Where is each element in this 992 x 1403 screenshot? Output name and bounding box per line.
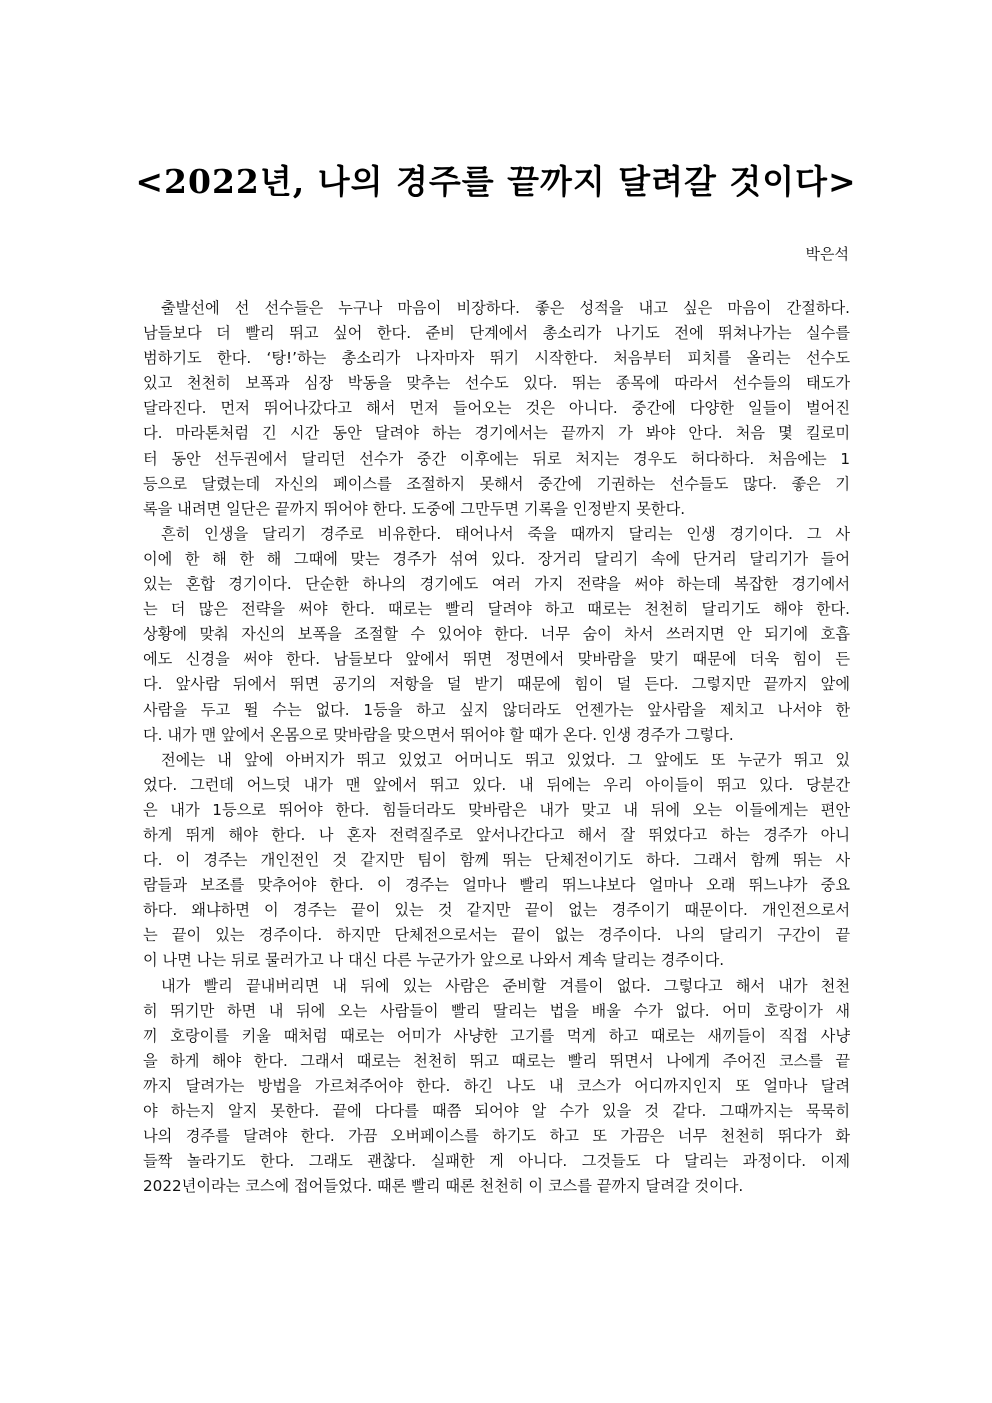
text-line: 있는 혼합 경기이다. 단순한 하나의 경기에도 여러 가지 전략을 써야 하는데 복잡한 경기에서	[143, 575, 850, 594]
text-line: 전에는 내 앞에 아버지가 뛰고 있었고 어머니도 뛰고 있었다. 그 앞에도 또 누군가 뛰고 있	[161, 750, 850, 769]
text-line: 에도 신경을 써야 한다. 남들보다 앞에서 뛰면 정면에서 맞바람을 맞기 때문에 더욱 힘이 든	[143, 650, 850, 669]
author-name: 박은석	[805, 245, 849, 263]
text-line: 등으로 달렸는데 자신의 페이스를 조절하지 못해서 중간에 기권하는 선수들도 많다. 좋은 기	[143, 474, 850, 493]
text-line: 다. 이 경주는 개인전인 것 같지만 팀이 함께 뛰는 단체전이기도 하다. 그래서 함께 뛰는 사	[143, 851, 850, 870]
text-line: 은 내가 1등으로 뛰어야 한다. 힘들더라도 맞바람은 내가 맞고 내 뒤에 오는 이들에게는 편안	[143, 800, 850, 819]
text-line: 흔히 인생을 달리기 경주로 비유한다. 태어나서 죽을 때까지 달리는 인생 경기이다. 그 사	[161, 524, 850, 543]
text-line: 히 뛰기만 하면 내 뒤에 오는 사람들이 빨리 딸리는 법을 배울 수가 없다. 어미 호랑이가 새	[143, 1001, 850, 1020]
text-line: 남들보다 더 빨리 뛰고 싶어 한다. 준비 단계에서 총소리가 나기도 전에 뛰쳐나가는 실수를	[143, 324, 850, 343]
text-line: 있고 천천히 보폭과 심장 박동을 맞추는 선수도 있다. 뛰는 종목에 따라서 선수들의 태도가	[143, 374, 850, 393]
text-line: 2022년이라는 코스에 접어들었다. 때론 빨리 때론 천천히 이 코스를 끝까지 달려갈 것이다.	[143, 1177, 744, 1196]
text-line: 었다. 그런데 어느덧 내가 맨 앞에서 뛰고 있다. 내 뒤에는 우리 아이들이 뛰고 있다. 당분간	[143, 775, 850, 794]
text-line: 내가 빨리 끝내버리면 내 뒤에 있는 사람은 준비할 겨를이 없다. 그렇다고 해서 내가 천천	[161, 976, 850, 995]
text-line: 람들과 보조를 맞추어야 한다. 이 경주는 얼마나 빨리 뛰느냐보다 얼마나 오래 뛰느냐가 중요	[143, 876, 850, 895]
text-line: 출발선에 선 선수들은 누구나 마음이 비장하다. 좋은 성적을 내고 싶은 마음이 간절하다.	[161, 299, 850, 317]
text-line: 야 하는지 알지 못한다. 끝에 다다를 때쯤 되어야 알 수가 있을 것 같다. 그때까지는 묵묵히	[143, 1102, 850, 1120]
text-line: 하다. 왜냐하면 이 경주는 끝이 있는 것 같지만 끝이 없는 경주이기 때문이다. 개인전으로서	[143, 901, 850, 920]
text-line: 끼 호랑이를 키울 때처럼 때로는 어미가 사냥한 고기를 먹게 하고 때로는 새끼들이 직접 사냥	[143, 1026, 850, 1045]
text-line: 나의 경주를 달려야 한다. 가끔 오버페이스를 하기도 하고 또 가끔은 너무 천천히 뛰다가 화	[143, 1127, 850, 1146]
text-line: 다. 내가 맨 앞에서 온몸으로 맞바람을 맞으면서 뛰어야 할 때가 온다. 인생 경주가 그렇다.	[143, 725, 734, 744]
text-line: 까지 달려가는 방법을 가르쳐주어야 한다. 하긴 나도 내 코스가 어디까지인지 또 얼마나 달려	[143, 1076, 850, 1095]
paragraph	[143, 748, 850, 974]
text-line: 하게 뛰게 해야 한다. 나 혼자 전력질주로 앞서나간다고 해서 잘 뛰었다고 하는 경주가 아니	[143, 825, 850, 844]
paragraph	[143, 974, 850, 1200]
text-line: 다. 마라톤처럼 긴 시간 동안 달려야 하는 경기에서는 끝까지 가 봐야 안다. 처음 몇 킬로미	[143, 424, 850, 443]
paragraph	[143, 296, 850, 522]
text-line: 상황에 맞춰 자신의 보폭을 조절할 수 있어야 한다. 너무 숨이 차서 쓰러지면 안 되기에 호흡	[143, 625, 850, 644]
text-line: 터 동안 선두권에서 달리던 선수가 중간 이후에는 뒤로 처지는 경우도 허다하다. 처음에는 1	[143, 449, 850, 468]
document-title: <2022년, 나의 경주를 끝까지 달려갈 것이다>	[135, 162, 857, 201]
text-line: 록을 내려면 일단은 끝까지 뛰어야 한다. 도중에 그만두면 기록을 인정받지 못한다.	[143, 499, 686, 518]
text-line: 는 더 많은 전략을 써야 한다. 때로는 빨리 달려야 하고 때로는 천천히 달리기도 해야 한다.	[143, 600, 850, 619]
text-line: 사람을 두고 뛸 수는 없다. 1등을 하고 싶지 않더라도 언젠가는 앞사람을 제치고 나서야 한	[143, 700, 850, 719]
paragraph	[143, 522, 850, 748]
text-line: 달라진다. 먼저 뛰어나갔다고 해서 먼저 들어오는 것은 아니다. 중간에 다양한 일들이 벌어진	[143, 399, 850, 418]
text-line: 다. 앞사람 뒤에서 뛰면 공기의 저항을 덜 받기 때문에 힘이 덜 든다. 그렇지만 끝까지 앞에	[143, 675, 850, 694]
text-line: 이에 한 해 한 해 그때에 맞는 경주가 섞여 있다. 장거리 달리기 속에 단거리 달리기가 들어	[143, 549, 850, 568]
text-line: 이 나면 나는 뒤로 물러가고 나 대신 다른 누군가가 앞으로 나와서 계속 달리는 경주이다.	[143, 951, 725, 970]
text-line: 는 끝이 있는 경주이다. 하지만 단체전으로서는 끝이 없는 경주이다. 나의 달리기 구간이 끝	[143, 926, 850, 945]
text-line: 을 하게 해야 한다. 그래서 때로는 천천히 뛰고 때로는 빨리 뛰면서 나에게 주어진 코스를 끝	[143, 1051, 850, 1070]
document-body	[143, 296, 850, 1199]
text-line: 범하기도 한다. ‘탕!’하는 총소리가 나자마자 뛰기 시작한다. 처음부터 피치를 올리는 선수도	[143, 349, 850, 368]
text-line: 들짝 놀라기도 한다. 그래도 괜찮다. 실패한 게 아니다. 그것들도 다 달리는 과정이다. 이제	[143, 1152, 850, 1171]
